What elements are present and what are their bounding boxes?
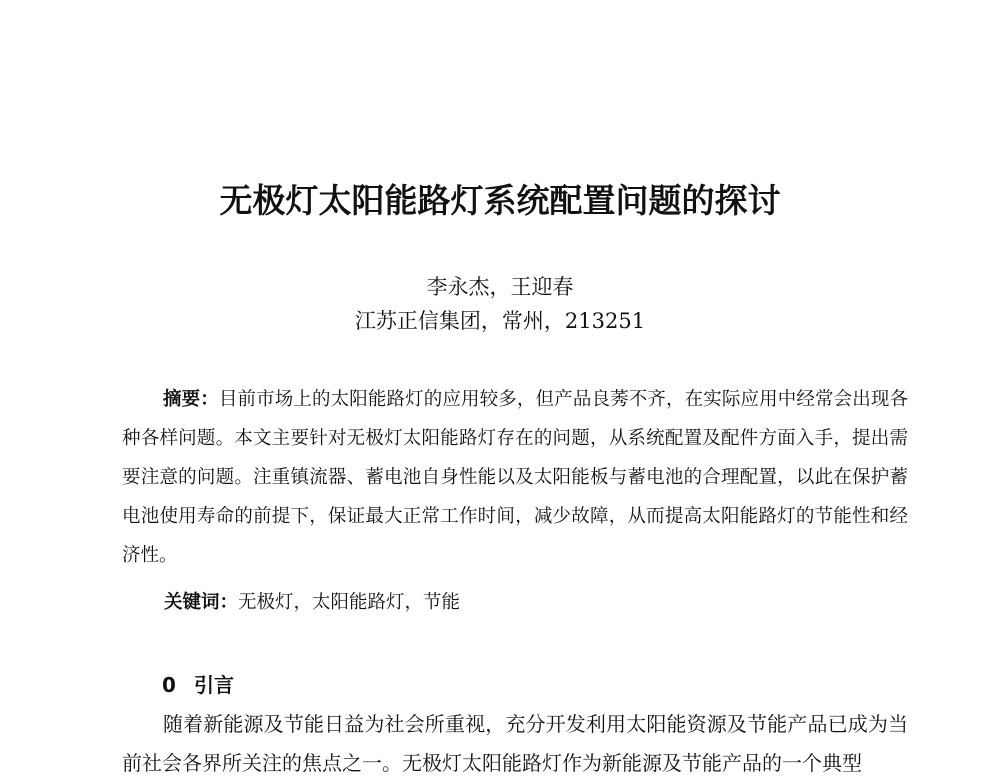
- abstract-label: 摘要：: [163, 389, 219, 410]
- section-heading: [162, 670, 234, 700]
- author-list: 李永杰，王迎春: [426, 275, 574, 299]
- affiliation: 江苏正信集团，常州，213251: [354, 309, 646, 333]
- paper-title: 无极灯太阳能路灯系统配置问题的探讨: [219, 181, 781, 220]
- abstract: [122, 380, 908, 575]
- section-number: 0: [162, 673, 176, 697]
- keywords-label: 关键词：: [164, 592, 239, 613]
- keywords: [164, 585, 904, 621]
- keywords-text: 无极灯，太阳能路灯，节能: [238, 592, 461, 613]
- section-title: 引言: [194, 673, 234, 697]
- body-paragraph: 随着新能源及节能日益为社会所重视，充分开发利用太阳能资源及节能产品已成为当前社会各界所关注的焦点之一。无极灯太阳能路灯作为新能源及节能产品的一个典型: [122, 712, 908, 775]
- abstract-text: 目前市场上的太阳能路灯的应用较多，但产品良莠不齐，在实际应用中经常会出现各种各样问题。本文主要针对无极灯太阳能路灯存在的问题，从系统配置及配件方面入手，提出需要注意的问题。注重镇流器、蓄电池自身性能以及太阳能板与蓄电池的合理配置，以此在保护蓄电池使用寿命的前提下，保证最大正常工作时间，减少故障，从而提高太阳能路灯的节能性和经济性。: [122, 389, 908, 566]
